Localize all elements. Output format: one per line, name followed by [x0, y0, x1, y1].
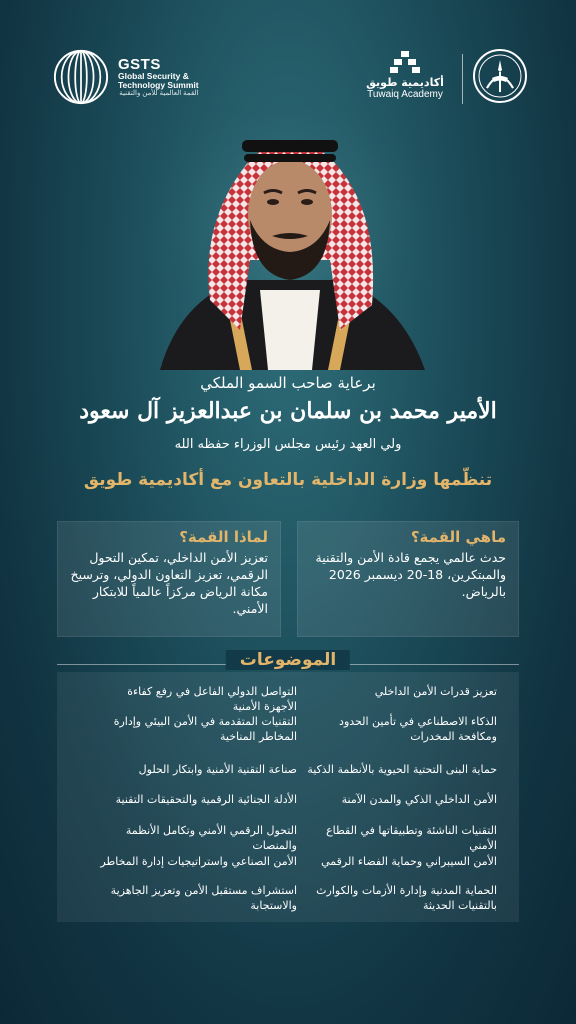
why-summit-title: لماذا القمة؟ [179, 528, 268, 546]
gsts-logo [52, 48, 199, 106]
topic-item: الأدلة الجنائية الرقمية والتحقيقات التقنية [115, 793, 297, 806]
gsts-line2: Technology Summit [118, 80, 199, 91]
topic-item: الذكاء الاصطناعي في تأمين الحدود ومكافحة المخدرات [339, 715, 497, 744]
topics-title: الموضوعات [226, 650, 350, 670]
gsts-line1: Global Security & [118, 71, 189, 82]
topic-item: التقنيات الناشئة وتطبيقاتها في القطاع الأمني [326, 824, 497, 853]
topic-item: تعزيز قدرات الأمن الداخلي [374, 685, 497, 698]
gsts-arabic: القمة العالمية للأمن والتقنية [119, 90, 199, 98]
topic-item: الحماية المدنية وإدارة الأزمات والكوارث بالتقنيات الحديثة [316, 884, 497, 913]
topic-item: الأمن الداخلي الذكي والمدن الآمنة [341, 793, 497, 806]
topic-item: صناعة التقنية الأمنية وابتكار الحلول [138, 763, 297, 776]
topic-item: الأمن الصناعي واستراتيجيات إدارة المخاطر [100, 855, 297, 868]
why-summit-box [57, 521, 281, 637]
topic-item: حماية البنى التحتية الحيوية بالأنظمة الذكية [307, 763, 497, 776]
saudi-emblem-icon [472, 48, 528, 104]
tuwaiq-english: Tuwaiq Academy [367, 89, 443, 100]
tuwaiq-logo [360, 50, 450, 100]
prince-title: ولي العهد رئيس مجلس الوزراء حفظه الله [174, 437, 402, 452]
gsts-abbr: GSTS [118, 55, 161, 73]
topic-item: التحول الرقمي الأمني وتكامل الأنظمة والمنصات [125, 824, 297, 853]
topic-item: التقنيات المتقدمة في الأمن البيئي وإدارة المخاطر المناخية [113, 715, 297, 744]
patronage-line: برعاية صاحب السمو الملكي [200, 374, 376, 392]
what-is-summit-title: ماهي القمة؟ [410, 528, 506, 546]
topics-header [57, 650, 519, 672]
what-is-summit-text: حدث عالمي يجمع قادة الأمن والتقنية والمبتكرين، 18-20 ديسمبر 2026 بالرياض. [315, 550, 506, 599]
topic-item: الأمن السيبراني وحماية الفضاء الرقمي [321, 855, 497, 868]
globe-icon [52, 48, 110, 106]
why-summit-text: تعزيز الأمن الداخلي، تمكين التحول الرقمي، تعزيز التعاون الدولي، وترسيخ مكانة الرياض مركزاً عالمياً للابتكار الأمني. [70, 550, 268, 616]
prince-name: الأمير محمد بن سلمان بن عبدالعزيز آل سعود [79, 398, 497, 424]
portrait-image [140, 100, 440, 370]
topics-panel [57, 672, 519, 922]
what-is-summit-box [297, 521, 519, 637]
tuwaiq-mark-icon [390, 50, 420, 74]
topic-item: التواصل الدولي الفاعل في رفع كفاءة الأجهزة الأمنية [127, 685, 297, 714]
logo-divider [462, 54, 463, 104]
organizer-line: تنظّمها وزارة الداخلية بالتعاون مع أكاديمية طويق [83, 470, 493, 490]
topic-item: استشراف مستقبل الأمن وتعزيز الجاهزية والاستجابة [110, 884, 297, 913]
tuwaiq-arabic: أكاديمية طويق [366, 76, 444, 89]
